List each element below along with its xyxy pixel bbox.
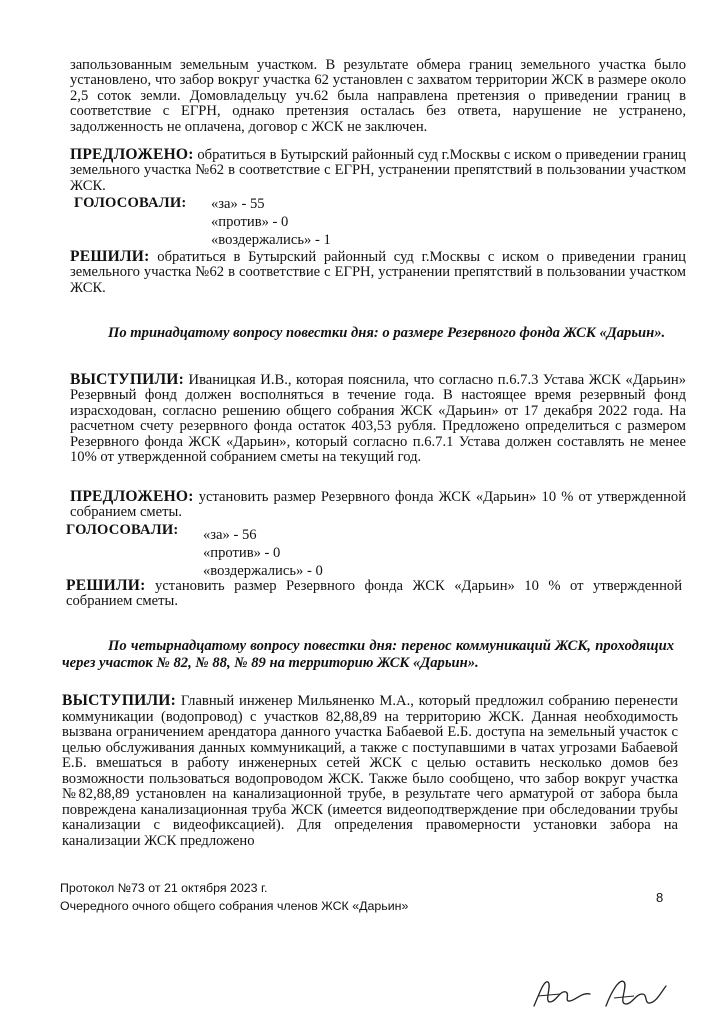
- vote-against: «против» - 0: [211, 214, 289, 230]
- vote-against: «против» - 0: [203, 545, 281, 561]
- speaker-text: Иваницкая И.В., которая пояснила, что согласно п.6.7.3 Устава ЖСК «Дарьин» Резервный фонд должен восполняться в течение года. В настоящее время резервный фонд израсходован, согласно решению общего собрания ЖСК «Дарьин» от 17 декабря 2022 года. На расчетном счету резервного фонда остаток 403,53 рубля. Предложено определиться с размером Резервного фонда ЖСК «Дарьин», который согласно п.6.7.1 Устава должен составлять не менее 10% от утвержденной собранием сметы на текущий год.: [70, 372, 686, 466]
- proposed-label: ПРЕДЛОЖЕНО:: [70, 488, 194, 505]
- proposed-block-1: [70, 147, 686, 194]
- vote-abstain: «воздержались» - 1: [211, 232, 331, 248]
- resolved-block-1: [70, 249, 686, 296]
- proposed-block-13: [70, 489, 686, 521]
- speaker-label: ВЫСТУПИЛИ:: [70, 371, 185, 388]
- proposed-label: ПРЕДЛОЖЕНО:: [70, 146, 194, 163]
- voted-label: ГОЛОСОВАЛИ:: [66, 522, 179, 538]
- speaker-block-14: [62, 693, 678, 849]
- speaker-block-13: [70, 372, 686, 465]
- resolved-text: установить размер Резервного фонда ЖСК «Дарьин» 10 % от утвержденной собранием сметы.: [66, 578, 682, 610]
- paragraph-intro: [70, 58, 686, 135]
- voted-label: ГОЛОСОВАЛИ:: [74, 195, 187, 211]
- vote-for: «за» - 56: [203, 527, 257, 543]
- vote-abstain: «воздержались» - 0: [203, 563, 323, 579]
- footer-meeting-line: Очередного очного общего собрания членов ЖСК «Дарьин»: [60, 899, 409, 913]
- agenda-item-13-heading: По тринадцатому вопросу повестки дня: о размере Резервного фонда ЖСК «Дарьин».: [108, 325, 666, 341]
- speaker-text: Главный инженер Мильяненко М.А., который предложил собранию перенести коммуникации (водопровод) с участков 82,88,89 на территорию ЖСК. Данная необходимость вызвана ограничением арендатора данного участка Бабаевой Е.Б. доступа на земельный участок с целью обслуживания данных коммуникаций, а также с поступавшими в чатах угрозами Бабаевой Е.Б. вмешаться в работу инженерных сетей ЖСК с целью оставить несколько домов без возможности пользоваться водопроводом ЖСК. Также было сообщено, что забор вокруг участка №82,88,89 установлен на канализационной трубе, в результате чего арматурой от забора была повреждена канализационная труба ЖСК (имеется видеоподтверждение при обследовании трубы канализации с видеофиксацией). Для определения правомерности установки забора на канализации ЖСК предложено: [62, 693, 678, 849]
- intro-text: запользованным земельным участком. В результате обмера границ земельного участка было установлено, что забор вокруг участка 62 установлен с захватом территории ЖСК в размере около 2,5 соток земли. Домовладельцу уч.62 была направлена претензия о приведении границ в соответствие с ЕГРН, однако претензия осталась без ответа, нарушение не устранено, задолженность не оплачена, договор с ЖСК не заключен.: [70, 57, 686, 135]
- resolved-label: РЕШИЛИ:: [66, 577, 146, 594]
- vote-for: «за» - 55: [211, 196, 265, 212]
- footer-protocol-line: Протокол №73 от 21 октября 2023 г.: [60, 881, 268, 895]
- proposed-text: обратиться в Бутырский районный суд г.Москвы с иском о приведении границ земельного участка №62 в соответствие с ЕГРН, устранении препятствий в пользовании участком ЖСК.: [70, 147, 686, 194]
- agenda-item-14-heading: По четырнадцатому вопросу повестки дня: перенос коммуникаций ЖСК, проходящих через участок № 82, № 88, № 89 на территорию ЖСК «Дарьин».: [62, 638, 674, 671]
- signature-2: [600, 972, 670, 1014]
- proposed-text: установить размер Резервного фонда ЖСК «Дарьин» 10 % от утвержденной собранием сметы.: [70, 489, 686, 521]
- resolved-text: обратиться в Бутырский районный суд г.Москвы с иском о приведении границ земельного участка №62 в соответствие с ЕГРН, устранении препятствий в пользовании участком ЖСК.: [70, 249, 686, 296]
- signature-1: [530, 972, 598, 1012]
- resolved-block-13: [66, 578, 682, 610]
- page-number: 8: [656, 890, 664, 905]
- resolved-label: РЕШИЛИ:: [70, 248, 150, 265]
- speaker-label: ВЫСТУПИЛИ:: [62, 692, 177, 709]
